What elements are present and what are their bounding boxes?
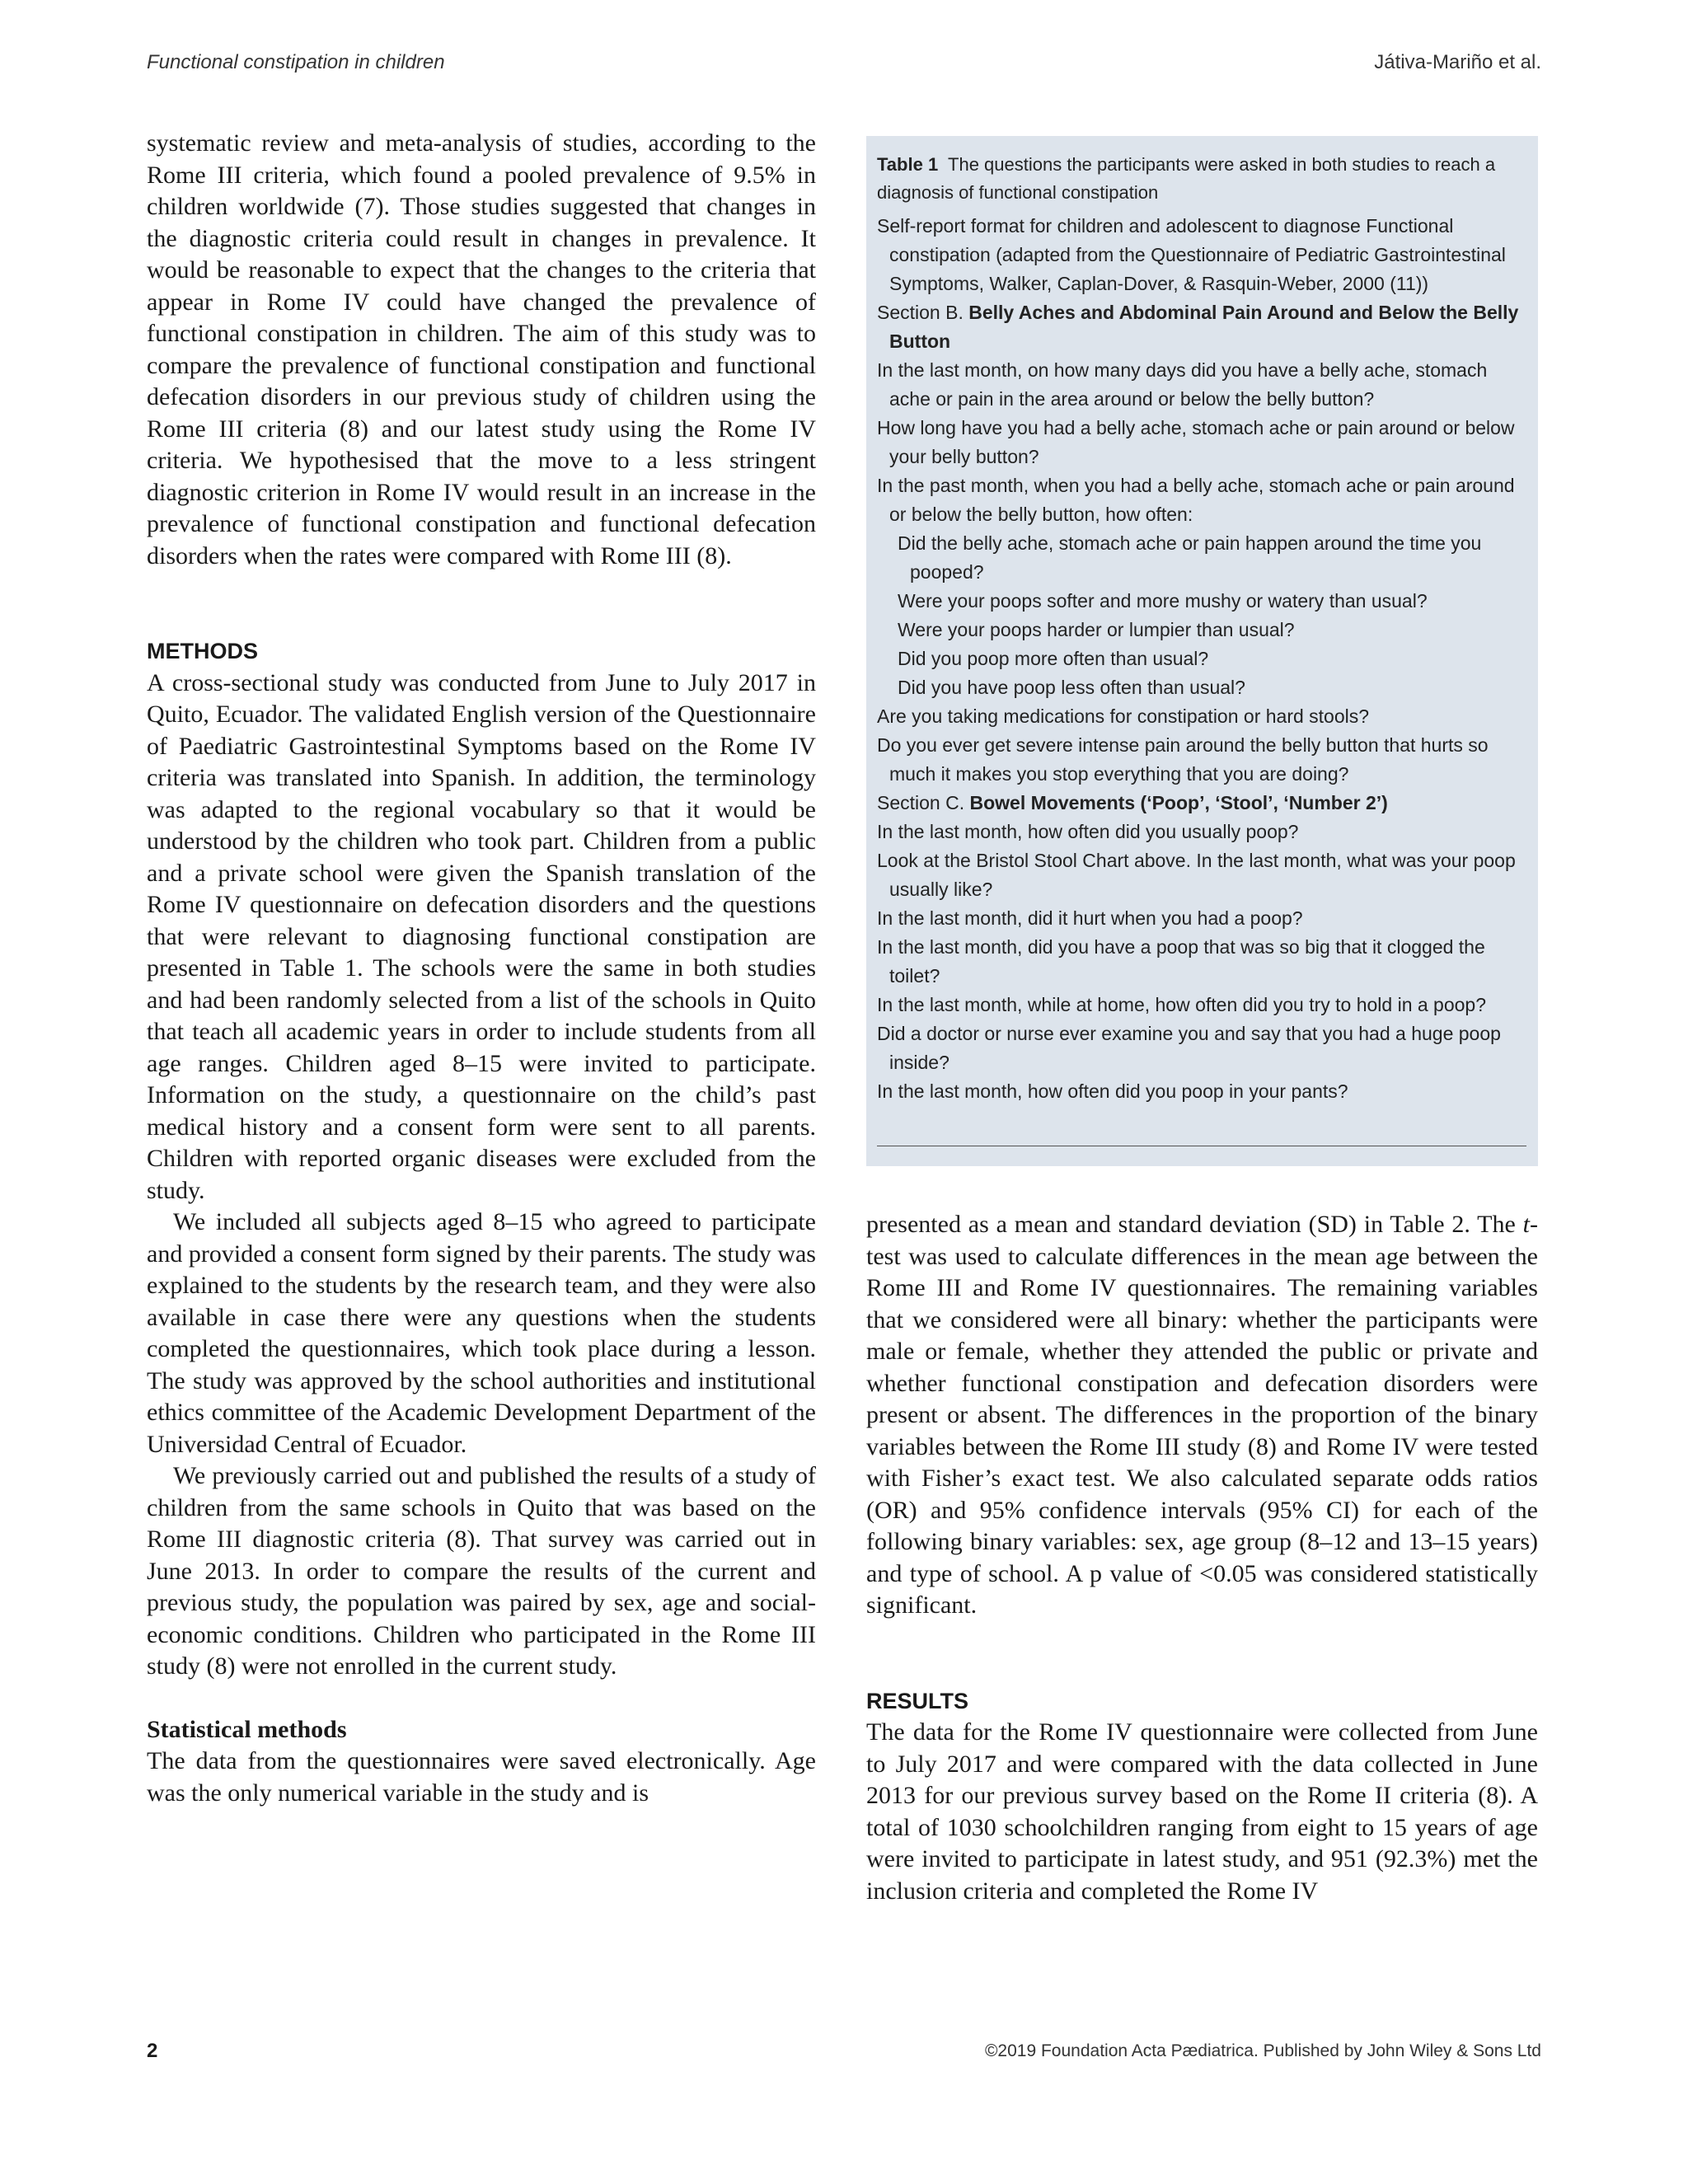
stat-text-a: presented as a mean and standard deviation (SD) in Table 2. The [866, 1211, 1523, 1238]
table-subquestion: Were your poops harder or lumpier than usual? [898, 619, 1295, 640]
table-section-c-heading [877, 789, 1526, 818]
table-intro: Self-report format for children and adolescent to diagnose Functional constipation (adapted from the Questionnaire of Pediatric Gastrointestinal Symptoms, Walker, Caplan-Dover, & Rasquin-Weber, 2000 (11)) [877, 215, 1506, 294]
table-subquestion: Did you poop more often than usual? [898, 648, 1209, 669]
stat-text-b: -test was used to calculate differences in the mean age between the Rome III and Rome IV questionnaires. The remaining variables that we considered were all binary: whether the participants were male or female, whether they attended the public or private and whether functional constipation and defecation disorders were present or absent. The differences in the proportion of the binary variables between the Rome III study (8) and Rome IV were tested with Fisher’s exact test. We also calculated separate odds ratios (OR) and 95% confidence intervals (95% CI) for each of the following binary variables: sex, age group (8–12 and 13–15 years) and type of school. A p value of <0.05 was considered statistically significant. [866, 1211, 1538, 1619]
statistical-methods-heading: Statistical methods [147, 1715, 347, 1743]
t-test-symbol: t [1522, 1211, 1530, 1238]
section-c-title: Bowel Movements (‘Poop’, ‘Stool’, ‘Number 2’) [969, 792, 1388, 813]
table-question: In the past month, when you had a belly ache, stomach ache or pain around or below the belly button, how often: [877, 475, 1515, 525]
statistical-methods-continued [866, 1209, 1538, 1622]
methods-paragraph-3: We previously carried out and published the results of a study of children from the same schools in Quito that was based on the Rome III diagnostic criteria (8). That survey was carried out in June 2013. In order to compare the results of the current and previous study, the population was paired by sex, age and social-economic conditions. Children who participated in the Rome III study (8) were not enrolled in the current study. [147, 1462, 816, 1680]
intro-paragraph: systematic review and meta-analysis of studies, according to the Rome III criteria, which found a pooled prevalence of 9.5% in children worldwide (7). Those studies suggested that changes in the diagnostic criteria could result in changes in prevalence. It would be reasonable to expect that the changes to the criteria that appear in Rome IV could have changed the prevalence of functional constipation in children. The aim of this study was to compare the prevalence of functional constipation and functional defecation disorders in our previous study of children using the Rome III criteria (8) and our latest study using the Rome IV criteria. We hypothesised that the move to a less stringent diagnostic criterion in Rome IV would result in an increase in the prevalence of functional constipation and functional defecation disorders when the rates were compared with Rome III (8). [147, 129, 816, 569]
right-column [866, 1209, 1538, 1907]
section-b-prefix: Section B. [877, 302, 969, 323]
table-question: Look at the Bristol Stool Chart above. In the last month, what was your poop usually like? [877, 850, 1516, 900]
left-column [147, 128, 816, 1809]
section-c-prefix: Section C. [877, 792, 970, 813]
table-question: Are you taking medications for constipation or hard stools? [877, 705, 1370, 727]
table-section-b-heading [877, 298, 1526, 356]
table-question: In the last month, did you have a poop that was so big that it clogged the toilet? [877, 936, 1485, 987]
table-label: Table 1 [877, 154, 939, 175]
table-question: Do you ever get severe intense pain around the belly button that hurts so much it makes you stop everything that you are doing? [877, 734, 1489, 785]
table-subquestion: Did the belly ache, stomach ache or pain happen around the time you pooped? [898, 532, 1482, 583]
running-title: Functional constipation in children [147, 51, 445, 73]
methods-paragraph-1: A cross-sectional study was conducted from June to July 2017 in Quito, Ecuador. The validated English version of the Questionnaire of Paediatric Gastrointestinal Symptoms based on the Rome IV criteria was translated into Spanish. In addition, the terminology was adapted to the regional vocabulary so that it would be understood by the children who took part. Children from a public and a private school were given the Spanish translation of the Rome IV questionnaire on defecation disorders and the questions that were relevant to diagnosing functional constipation are presented in Table 1. The schools were the same in both studies and had been randomly selected from a list of the schools in Quito that teach all academic years in order to include students from all age ranges. Children aged 8–15 were invited to participate. Information on the study, a questionnaire on the child’s past medical history and a consent form were sent to all parents. Children with reported organic diseases were excluded from the study. [147, 668, 816, 1204]
table-1 [866, 136, 1538, 1166]
table-subquestion: Were your poops softer and more mushy or watery than usual? [898, 590, 1428, 612]
table-question: Did a doctor or nurse ever examine you and say that you had a huge poop inside? [877, 1023, 1501, 1073]
copyright-notice: ©2019 Foundation Acta Pædiatrica. Published by John Wiley & Sons Ltd [984, 2041, 1541, 2060]
table-question: In the last month, on how many days did you have a belly ache, stomach ache or pain in the area around or below the belly button? [877, 359, 1488, 410]
results-heading: RESULTS [866, 1688, 969, 1713]
statistical-methods-paragraph: The data from the questionnaires were saved electronically. Age was the only numerical variable in the study and is [147, 1747, 816, 1807]
table-caption [877, 151, 1526, 207]
methods-heading: METHODS [147, 639, 258, 663]
page-number: 2 [147, 2040, 158, 2062]
section-b-title: Belly Aches and Abdominal Pain Around and Below the Belly Button [889, 302, 1519, 352]
table-subquestion: Did you have poop less often than usual? [898, 677, 1245, 698]
author-line: Játiva-Mariño et al. [1374, 51, 1541, 73]
results-paragraph-1: The data for the Rome IV questionnaire were collected from June to July 2017 and were compared with the data collected in June 2013 for our previous survey based on the Rome II criteria (8). A total of 1030 schoolchildren ranging from eight to 15 years of age were invited to participate in latest study, and 951 (92.3%) met the inclusion criteria and completed the Rome IV [866, 1718, 1538, 1905]
table-question: In the last month, did it hurt when you had a poop? [877, 907, 1303, 929]
table-question: In the last month, how often did you usually poop? [877, 821, 1299, 842]
methods-paragraph-2: We included all subjects aged 8–15 who agreed to participate and provided a consent form signed by their parents. The study was explained to the students by the research team, and they were also available in case there were any questions when the students completed the questionnaires, which took place during a lesson. The study was approved by the school authorities and institutional ethics committee of the Academic Development Department of the Universidad Central of Ecuador. [147, 1208, 816, 1458]
table-question: In the last month, how often did you poop in your pants? [877, 1080, 1348, 1102]
table-question: How long have you had a belly ache, stomach ache or pain around or below your belly button? [877, 417, 1515, 467]
table-question: In the last month, while at home, how often did you try to hold in a poop? [877, 994, 1487, 1015]
table-caption-text: The questions the participants were asked in both studies to reach a diagnosis of functional constipation [877, 154, 1496, 203]
